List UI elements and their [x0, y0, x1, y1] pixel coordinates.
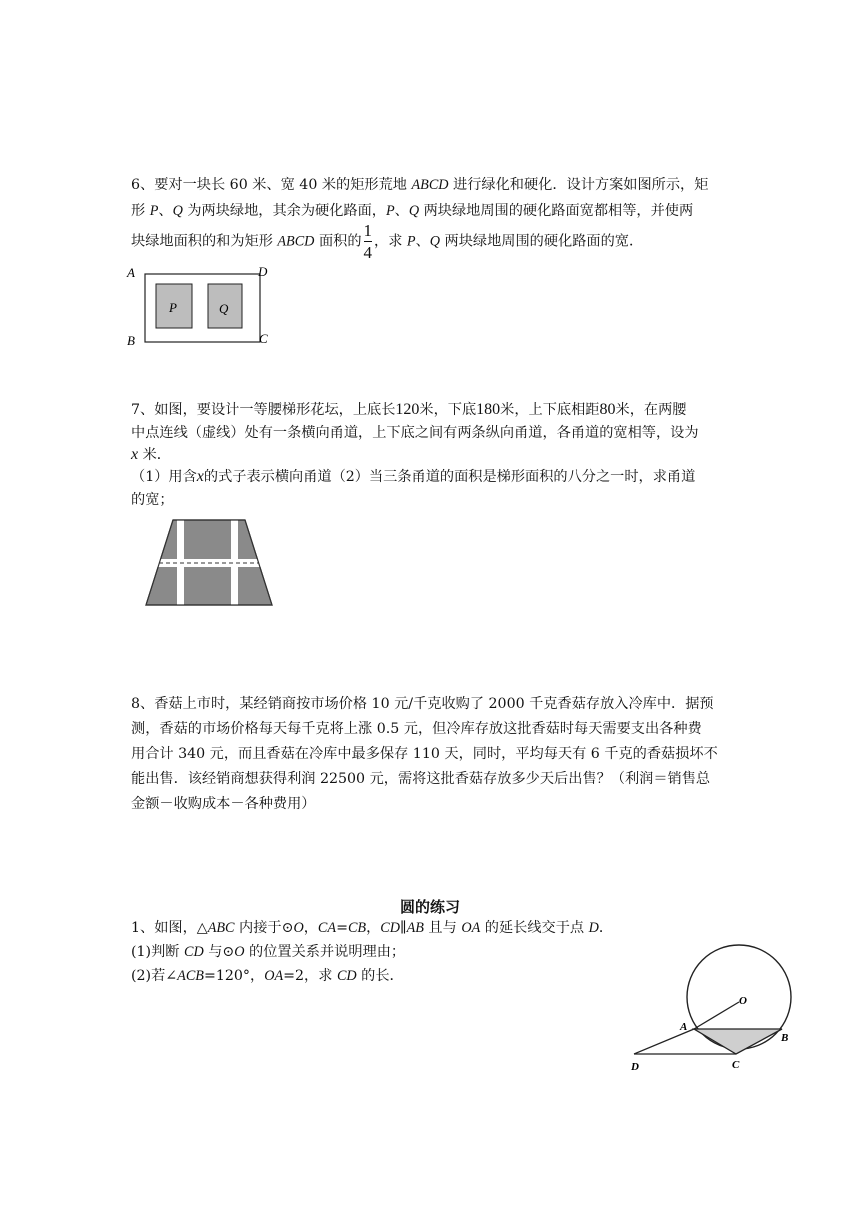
q7-line-4: （1）用含x的式子表示横向甬道（2）当三条甬道的面积是梯形面积的八分之一时，求甬道 [131, 468, 696, 485]
label-B: B [781, 1032, 789, 1044]
label-Q: Q [219, 301, 229, 316]
label-B: B [127, 333, 135, 348]
q8-line-4: 能出售．该经销商想获得利润 22500 元，需将这批香菇存放多少天后出售？（利润＝销售总 [131, 771, 711, 787]
q7-line-2: 中点连线（虚线）处有一条横向甬道，上下底之间有两条纵向甬道，各甬道的宽相等，设为 [131, 425, 699, 441]
circle-q1-line-3: (2)若∠ACB=120°，OA=2，求 CD 的长． [131, 968, 404, 984]
q6-line-1: 6、要对一块长 60 米、宽 40 米的矩形荒地 ABCD 进行绿化和硬化．设计方案如图所示，矩 [131, 177, 709, 193]
circle-q1-line-1: 1、如图，△ABC 内接于⊙O，CA=CB，CD∥AB 且与 OA 的延长线交于点 D． [131, 920, 614, 936]
q7-line-5: 的宽； [131, 492, 174, 508]
q6-rectangle-figure [124, 262, 284, 352]
q7-line-1: 7、如图，要设计一等腰梯形花坛，上底长120米，下底180米，上下底相距80米，在两腰 [131, 401, 687, 418]
q8-line-2: 测，香菇的市场价格每天每千克将上涨 0.5 元，但冷库存放这批香菇时每天需要支出各种费 [131, 721, 702, 737]
circle-figure [625, 925, 805, 1075]
q6-line-3: 块绿地面积的和为矩形 ABCD 面积的 $\frac{1}{4}$ ，求 P、Q 两块绿地周围的硬化路面的宽． [131, 221, 644, 262]
label-A: A [680, 1021, 688, 1033]
label-P: P [169, 300, 177, 315]
label-C: C [732, 1059, 740, 1071]
circle-q1-line-2: (1)判断 CD 与⊙O 的位置关系并说明理由； [131, 944, 406, 960]
q7-line-3: x 米． [131, 446, 171, 463]
q6-line-2: 形 P、Q 为两块绿地，其余为硬化路面，P、Q 两块绿地周围的硬化路面宽都相等，并使两 [131, 203, 694, 219]
label-A: A [127, 265, 135, 280]
q8-line-1: 8、香菇上市时，某经销商按市场价格 10 元/千克收购了 2000 千克香菇存放入冷库中．据预 [131, 696, 714, 712]
q8-line-3: 用合计 340 元，而且香菇在冷库中最多保存 110 天，同时，平均每天有 6 千克的香菇损坏不 [131, 746, 718, 762]
label-D: D [631, 1061, 639, 1073]
q8-line-5: 金额－收购成本－各种费用） [131, 796, 316, 812]
fraction-one-quarter: $\frac{1}{4}$ [363, 221, 373, 262]
section-title: 圆的练习 [399, 898, 460, 916]
label-O: O [739, 995, 747, 1007]
label-D: D [258, 264, 268, 279]
q7-trapezoid-figure [144, 516, 284, 611]
label-C: C [259, 331, 268, 346]
